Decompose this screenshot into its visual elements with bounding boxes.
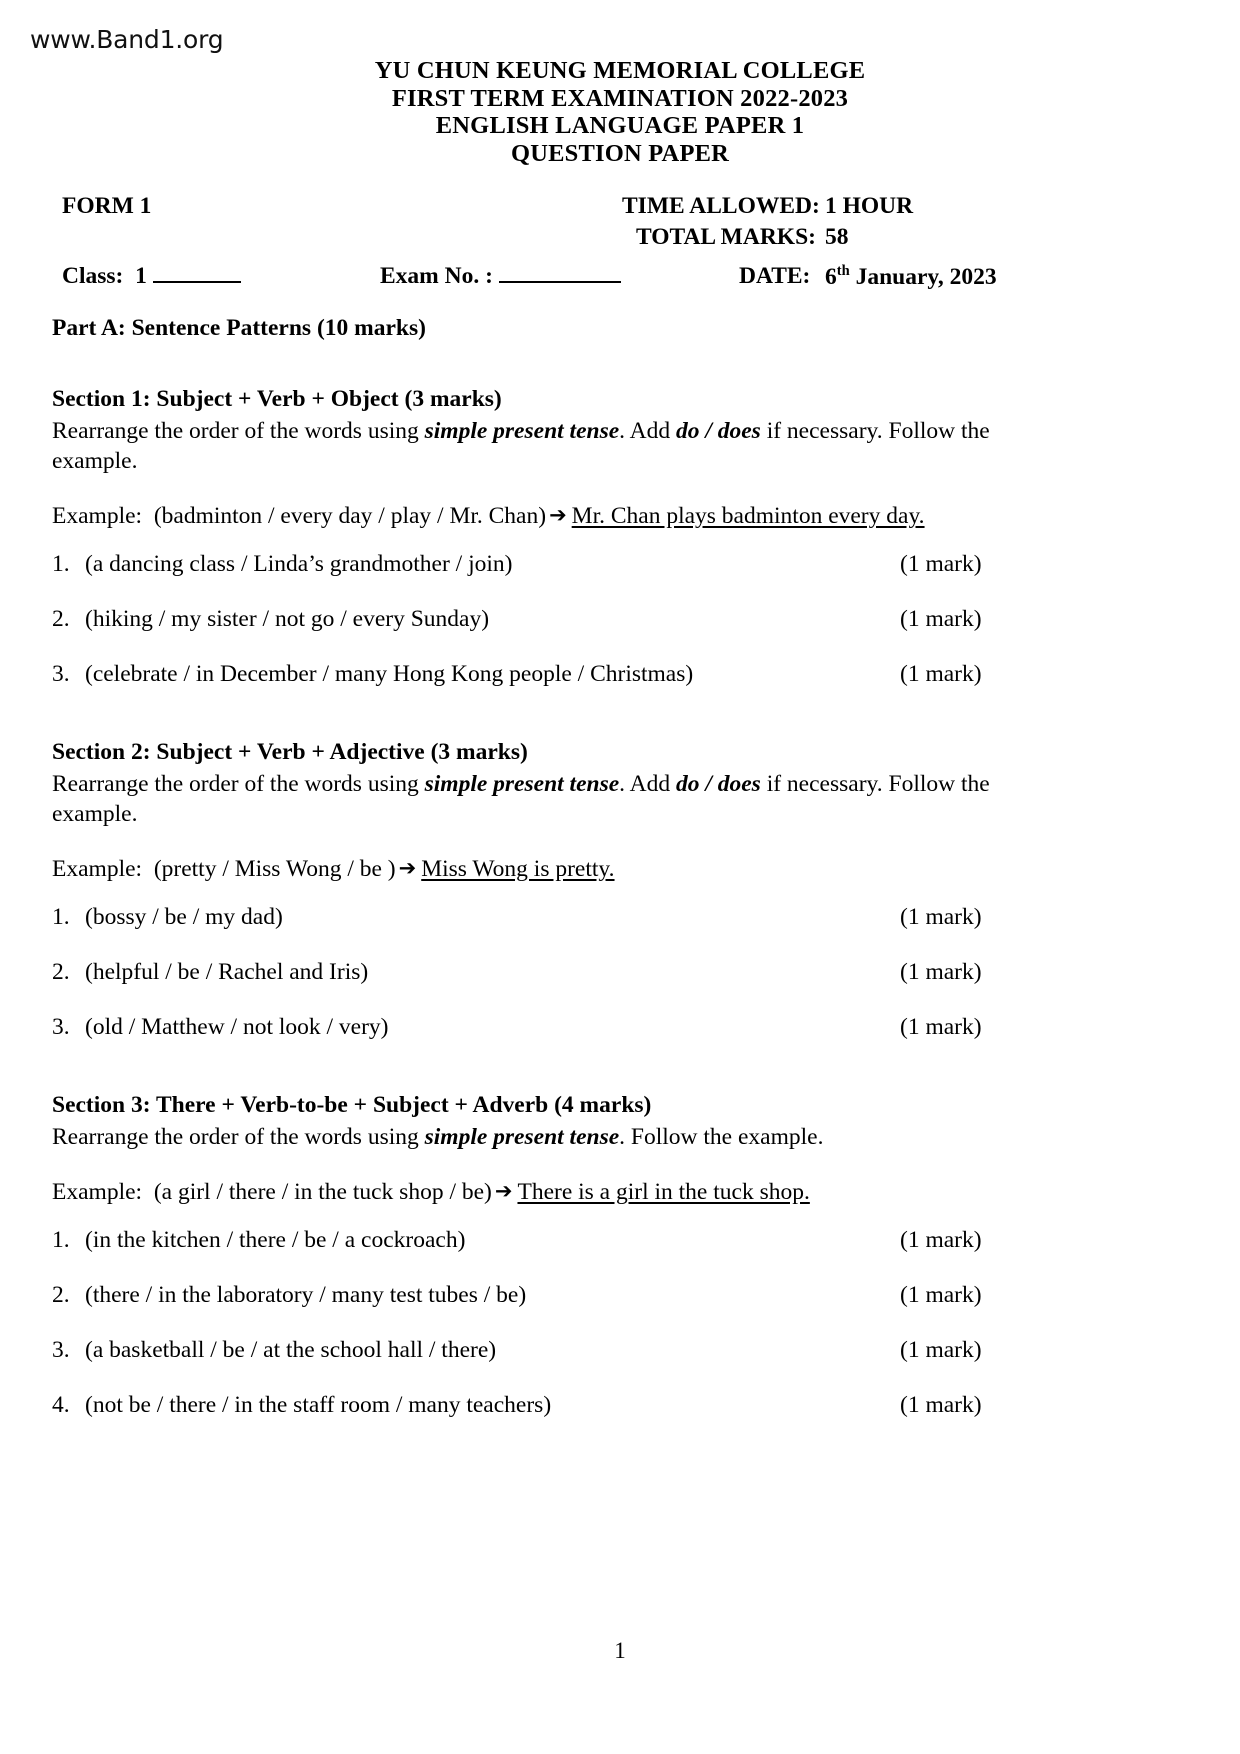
question-row (52, 1226, 1052, 1281)
instr-text-c: if necessary. Follow the example. (52, 417, 990, 474)
section-1-questions (52, 550, 1052, 715)
meta-row-marks (0, 224, 1240, 255)
exam-meta-block (0, 193, 1240, 295)
total-marks-label: TOTAL MARKS: (636, 224, 816, 250)
section-2-title: Section 2: Subject + Verb + Adjective (3 marks) (52, 738, 528, 765)
question-row (52, 1391, 1052, 1446)
question-row (52, 605, 1052, 660)
question-number: 3. (52, 1014, 70, 1040)
site-watermark: www.Band1.org (30, 25, 224, 54)
question-mark: (1 mark) (900, 904, 982, 930)
time-allowed-label: TIME ALLOWED: (622, 193, 820, 219)
question-text: (a basketball / be / at the school hall / there) (85, 1337, 497, 1363)
instr-emphasis-2: do / does (675, 771, 761, 797)
date-label: DATE: (739, 263, 811, 289)
instr-text-b: . Follow the example. (619, 1124, 824, 1151)
example-answer: There is a girl in the tuck shop. (517, 1179, 810, 1206)
time-allowed-value: 1 HOUR (825, 193, 914, 219)
arrow-right-icon: ➔ (398, 856, 417, 881)
section-2 (52, 737, 1052, 1068)
section-3-questions (52, 1226, 1052, 1446)
date-ordinal-suffix: th (836, 263, 850, 279)
section-3-instruction (52, 1122, 1052, 1152)
meta-row-time (0, 193, 1240, 224)
question-text: (celebrate / in December / many Hong Kong people / Christmas) (85, 660, 694, 687)
arrow-right-icon: ➔ (549, 503, 567, 528)
question-mark: (1 mark) (900, 1227, 982, 1253)
question-mark: (1 mark) (900, 1282, 982, 1308)
date-day: 6 (825, 263, 837, 290)
section-2-instruction (52, 769, 1052, 829)
section-3 (52, 1090, 1052, 1446)
example-prompt: (badminton / every day / play / Mr. Chan) (153, 503, 547, 530)
question-mark: (1 mark) (900, 605, 982, 632)
instr-emphasis-2: do / does (675, 417, 761, 444)
date-rest: January, 2023 (849, 263, 997, 290)
section-3-title: Section 3: There + Verb-to-be + Subject + Adverb (4 marks) (52, 1092, 652, 1118)
question-number: 1. (52, 1227, 70, 1253)
paper-type: QUESTION PAPER (510, 139, 730, 167)
example-prompt: (a girl / there / in the tuck shop / be) (153, 1179, 492, 1206)
instr-text-b: . Add (619, 771, 676, 797)
question-mark: (1 mark) (900, 1392, 982, 1418)
question-number: 4. (52, 1392, 70, 1418)
question-text: (in the kitchen / there / be / a cockroach) (85, 1227, 466, 1253)
date-value (825, 263, 997, 291)
example-label: Example: (52, 1179, 143, 1206)
page-number: 1 (614, 1638, 626, 1663)
question-text: (helpful / be / Rachel and Iris) (85, 959, 369, 985)
question-text: (bossy / be / my dad) (85, 904, 283, 930)
section-1-instruction (52, 416, 1052, 476)
example-label: Example: (52, 856, 143, 883)
question-number: 3. (52, 660, 70, 687)
instr-emphasis-1: simple present tense (424, 771, 620, 797)
question-number: 2. (52, 1282, 70, 1308)
instr-text-a: Rearrange the order of the words using (52, 417, 425, 444)
example-answer: Miss Wong is pretty. (421, 856, 615, 883)
section-1-title: Section 1: Subject + Verb + Object (3 marks) (52, 385, 502, 412)
question-text: (a dancing class / Linda’s grandmother / join) (85, 550, 513, 577)
class-blank[interactable] (153, 264, 241, 283)
school-name: YU CHUN KEUNG MEMORIAL COLLEGE (374, 57, 866, 84)
section-1 (52, 384, 1052, 715)
question-mark: (1 mark) (900, 1014, 982, 1040)
question-row (52, 1281, 1052, 1336)
exam-name: FIRST TERM EXAMINATION 2022-2023 (391, 84, 849, 112)
instr-emphasis-1: simple present tense (424, 1124, 620, 1151)
instr-text-a: Rearrange the order of the words using (52, 1124, 425, 1151)
section-3-example (52, 1178, 1052, 1208)
meta-row-class (0, 263, 1240, 295)
exam-no-label: Exam No. : (380, 263, 493, 289)
example-label: Example: (52, 503, 143, 530)
question-row (52, 903, 1052, 958)
question-text: (there / in the laboratory / many test tubes / be) (85, 1282, 527, 1308)
question-mark: (1 mark) (900, 1337, 982, 1363)
question-text: (old / Matthew / not look / very) (85, 1014, 389, 1040)
class-label: Class: (62, 263, 124, 289)
total-marks-value: 58 (825, 224, 849, 250)
question-mark: (1 mark) (900, 959, 982, 985)
question-text: (not be / there / in the staff room / many teachers) (85, 1392, 552, 1418)
form-label: FORM 1 (62, 193, 152, 219)
section-2-questions (52, 903, 1052, 1068)
question-number: 3. (52, 1337, 70, 1363)
question-mark: (1 mark) (900, 550, 982, 577)
question-number: 2. (52, 605, 70, 632)
section-1-example (52, 502, 1052, 532)
exam-no-blank[interactable] (499, 264, 621, 283)
instr-emphasis-1: simple present tense (424, 417, 620, 444)
instr-text-b: . Add (619, 417, 676, 444)
question-row (52, 1013, 1052, 1068)
part-a-title: Part A: Sentence Patterns (10 marks) (52, 315, 426, 341)
question-number: 1. (52, 904, 70, 930)
question-row (52, 660, 1052, 715)
question-row (52, 1336, 1052, 1391)
question-number: 2. (52, 959, 70, 985)
class-field (62, 263, 241, 290)
subject-paper: ENGLISH LANGUAGE PAPER 1 (435, 112, 805, 139)
example-prompt: (pretty / Miss Wong / be ) (153, 856, 396, 883)
question-row (52, 550, 1052, 605)
instr-text-c: if necessary. Follow the example. (52, 771, 990, 828)
paper-header (0, 57, 1240, 167)
example-answer: Mr. Chan plays badminton every day. (571, 503, 925, 530)
question-row (52, 958, 1052, 1013)
section-2-example (52, 855, 1052, 885)
arrow-right-icon: ➔ (494, 1179, 513, 1204)
question-mark: (1 mark) (900, 660, 982, 687)
paper-content (52, 314, 1052, 1446)
instr-text-a: Rearrange the order of the words using (52, 771, 425, 797)
question-number: 1. (52, 550, 70, 577)
class-value: 1 (135, 263, 147, 289)
question-text: (hiking / my sister / not go / every Sunday) (85, 605, 490, 632)
exam-no-field (380, 263, 621, 290)
